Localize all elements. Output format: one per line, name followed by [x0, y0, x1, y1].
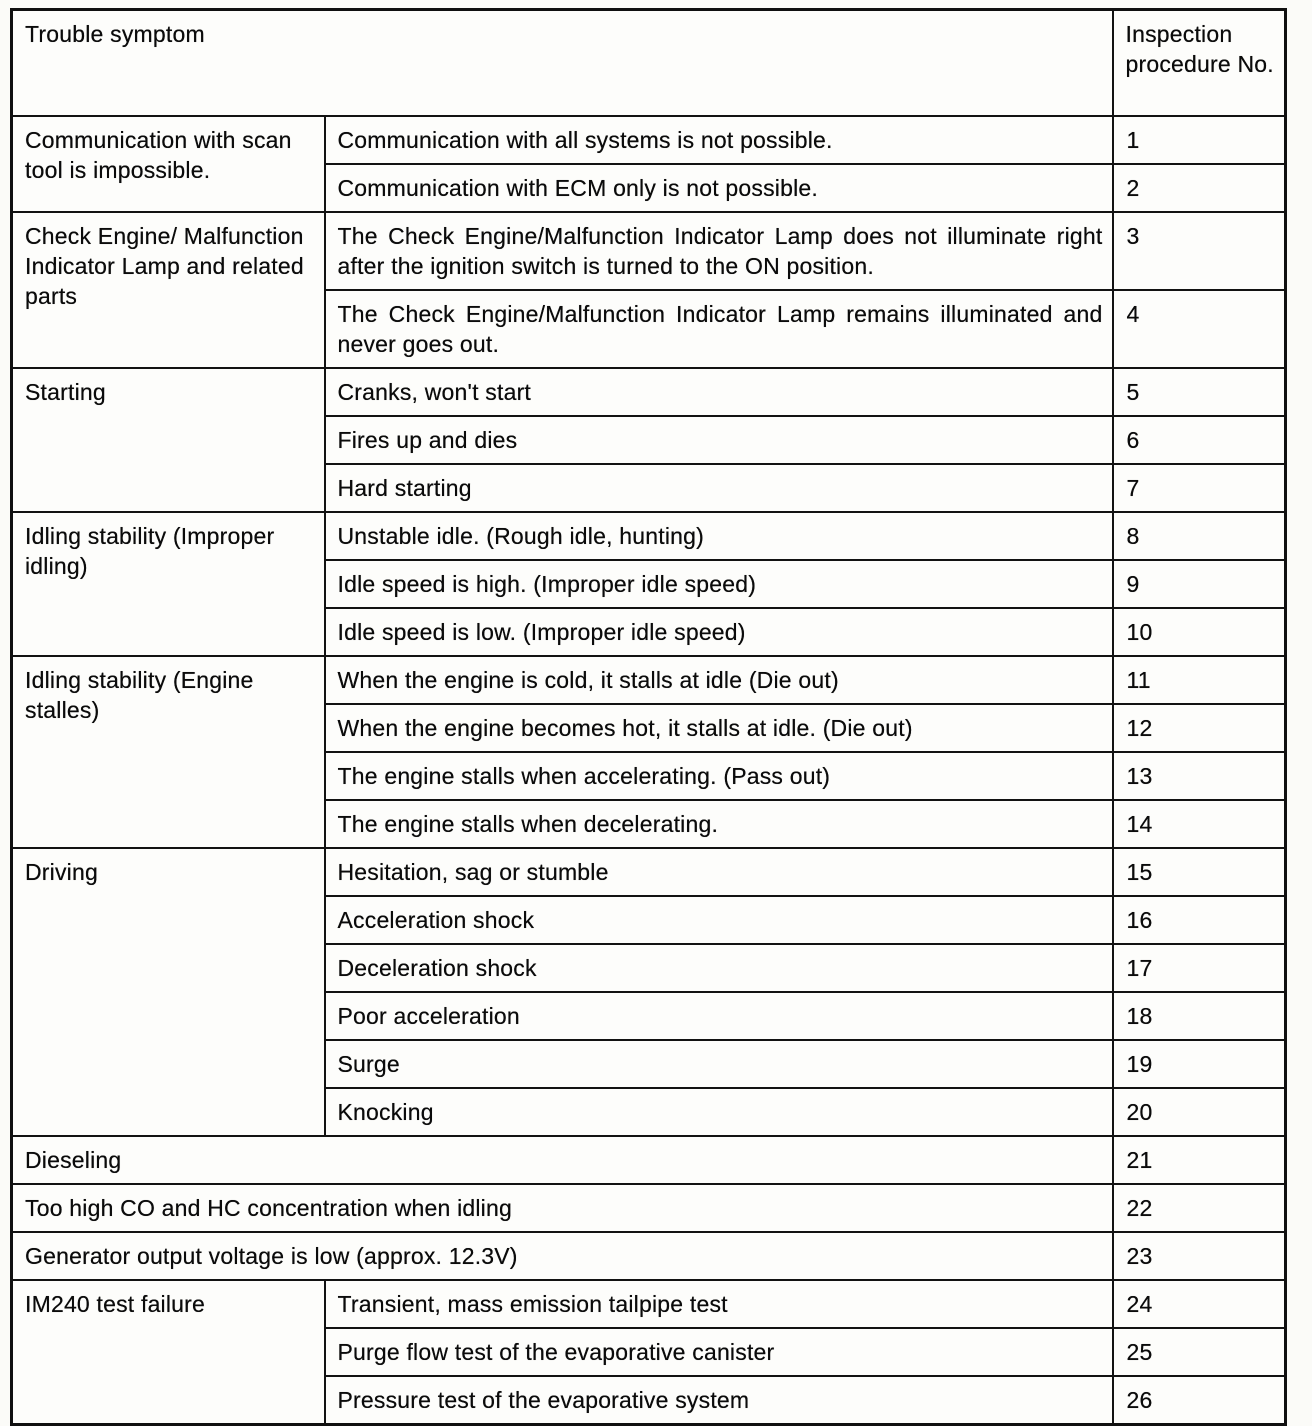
symptom-group-cell: Driving	[12, 848, 325, 1136]
symptom-detail-cell: Unstable idle. (Rough idle, hunting)	[325, 512, 1113, 560]
procedure-no-cell: 25	[1113, 1328, 1286, 1376]
symptom-detail-cell: Purge flow test of the evaporative canister	[325, 1328, 1113, 1376]
symptom-detail-cell: Hesitation, sag or stumble	[325, 848, 1113, 896]
procedure-no-cell: 26	[1113, 1376, 1286, 1425]
symptom-detail-cell: Transient, mass emission tailpipe test	[325, 1280, 1113, 1328]
procedure-no-cell: 4	[1113, 290, 1286, 368]
procedure-no-cell: 2	[1113, 164, 1286, 212]
procedure-no-cell: 19	[1113, 1040, 1286, 1088]
procedure-no-cell: 14	[1113, 800, 1286, 848]
symptom-group-cell: Idling stability (Engine stalles)	[12, 656, 325, 848]
procedure-no-cell: 6	[1113, 416, 1286, 464]
procedure-no-cell: 3	[1113, 212, 1286, 290]
table-row	[12, 1184, 1286, 1232]
table-row	[12, 1280, 1286, 1328]
table-row	[12, 848, 1286, 896]
header-inspection-procedure-no: Inspection procedure No.	[1113, 10, 1286, 116]
procedure-no-cell: 21	[1113, 1136, 1286, 1184]
symptom-detail-cell: Knocking	[325, 1088, 1113, 1136]
symptom-detail-cell: Acceleration shock	[325, 896, 1113, 944]
table-row	[12, 212, 1286, 290]
table-row	[12, 1232, 1286, 1280]
symptom-group-cell: Too high CO and HC concentration when idling	[12, 1184, 1113, 1232]
symptom-group-cell: Starting	[12, 368, 325, 512]
symptom-detail-cell: The engine stalls when decelerating.	[325, 800, 1113, 848]
table-row	[12, 1136, 1286, 1184]
procedure-no-cell: 9	[1113, 560, 1286, 608]
procedure-no-cell: 13	[1113, 752, 1286, 800]
symptom-detail-cell: Deceleration shock	[325, 944, 1113, 992]
procedure-no-cell: 7	[1113, 464, 1286, 512]
table-row	[12, 656, 1286, 704]
symptom-detail-cell: Surge	[325, 1040, 1113, 1088]
procedure-no-cell: 22	[1113, 1184, 1286, 1232]
table-row	[12, 116, 1286, 164]
header-row	[12, 10, 1286, 116]
symptom-detail-cell: Pressure test of the evaporative system	[325, 1376, 1113, 1425]
symptom-detail-cell: Poor acceleration	[325, 992, 1113, 1040]
procedure-no-cell: 5	[1113, 368, 1286, 416]
symptom-group-cell: Idling stability (Improper idling)	[12, 512, 325, 656]
trouble-symptom-table	[10, 8, 1287, 1426]
procedure-no-cell: 17	[1113, 944, 1286, 992]
procedure-no-cell: 15	[1113, 848, 1286, 896]
header-trouble-symptom: Trouble symptom	[12, 10, 1113, 116]
symptom-detail-cell: When the engine is cold, it stalls at idle (Die out)	[325, 656, 1113, 704]
table-body	[12, 116, 1286, 1425]
symptom-detail-cell: Idle speed is low. (Improper idle speed)	[325, 608, 1113, 656]
symptom-detail-cell: Fires up and dies	[325, 416, 1113, 464]
procedure-no-cell: 20	[1113, 1088, 1286, 1136]
procedure-no-cell: 8	[1113, 512, 1286, 560]
procedure-no-cell: 23	[1113, 1232, 1286, 1280]
procedure-no-cell: 11	[1113, 656, 1286, 704]
symptom-group-cell: Generator output voltage is low (approx. 12.3V)	[12, 1232, 1113, 1280]
procedure-no-cell: 24	[1113, 1280, 1286, 1328]
symptom-group-cell: Check Engine/ Malfunction Indicator Lamp and related parts	[12, 212, 325, 368]
symptom-detail-cell: The engine stalls when accelerating. (Pass out)	[325, 752, 1113, 800]
table-row	[12, 512, 1286, 560]
symptom-detail-cell: Hard starting	[325, 464, 1113, 512]
symptom-detail-cell: Communication with all systems is not possible.	[325, 116, 1113, 164]
symptom-group-cell: Dieseling	[12, 1136, 1113, 1184]
procedure-no-cell: 16	[1113, 896, 1286, 944]
symptom-detail-cell: Idle speed is high. (Improper idle speed)	[325, 560, 1113, 608]
table-header	[12, 10, 1286, 116]
procedure-no-cell: 10	[1113, 608, 1286, 656]
table-row	[12, 368, 1286, 416]
procedure-no-cell: 1	[1113, 116, 1286, 164]
procedure-no-cell: 12	[1113, 704, 1286, 752]
symptom-detail-cell: When the engine becomes hot, it stalls at idle. (Die out)	[325, 704, 1113, 752]
symptom-group-cell: Communication with scan tool is impossible.	[12, 116, 325, 212]
procedure-no-cell: 18	[1113, 992, 1286, 1040]
symptom-group-cell: IM240 test failure	[12, 1280, 325, 1425]
symptom-detail-cell: Cranks, won't start	[325, 368, 1113, 416]
symptom-detail-cell: The Check Engine/Malfunction Indicator Lamp remains illuminated and never goes out.	[325, 290, 1113, 368]
symptom-detail-cell: The Check Engine/Malfunction Indicator Lamp does not illuminate right after the ignition switch is turned to the ON position.	[325, 212, 1113, 290]
symptom-detail-cell: Communication with ECM only is not possible.	[325, 164, 1113, 212]
